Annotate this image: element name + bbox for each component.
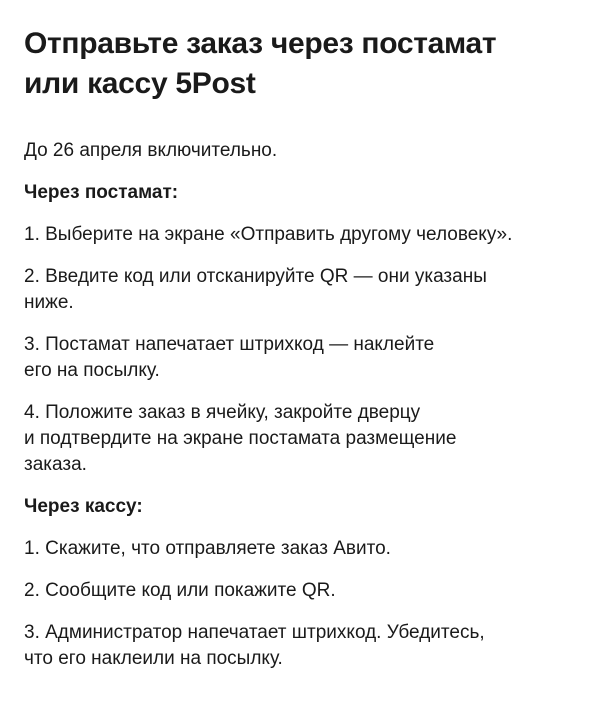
kassa-step-2: 2. Сообщите код или покажите QR. [24,580,336,601]
postamat-step-3: 3. Постамат напечатает штрихкод — наклейте его на посылку. [24,334,435,381]
postamat-heading: Через постамат: [24,182,179,203]
postamat-step-2: 2. Введите код или отсканируйте QR — они указаны ниже. [24,266,487,313]
deadline-text: До 26 апреля включительно. [24,140,278,161]
kassa-heading: Через кассу: [24,496,143,517]
postamat-step-4: 4. Положите заказ в ячейку, закройте дверцу и подтвердите на экране постамата размещение заказа. [24,402,457,475]
postamat-steps-list [24,222,576,478]
kassa-section [24,494,576,672]
kassa-step-3: 3. Администратор напечатает штрихкод. Убедитесь, что его наклеили на посылку. [24,622,485,669]
postamat-section [24,180,576,478]
kassa-steps-list [24,536,576,672]
page-title: Отправьте заказ через постамат или кассу 5Post [24,27,497,100]
postamat-step-1: 1. Выберите на экране «Отправить другому человеку». [24,224,513,245]
kassa-step-1: 1. Скажите, что отправляете заказ Авито. [24,538,391,559]
